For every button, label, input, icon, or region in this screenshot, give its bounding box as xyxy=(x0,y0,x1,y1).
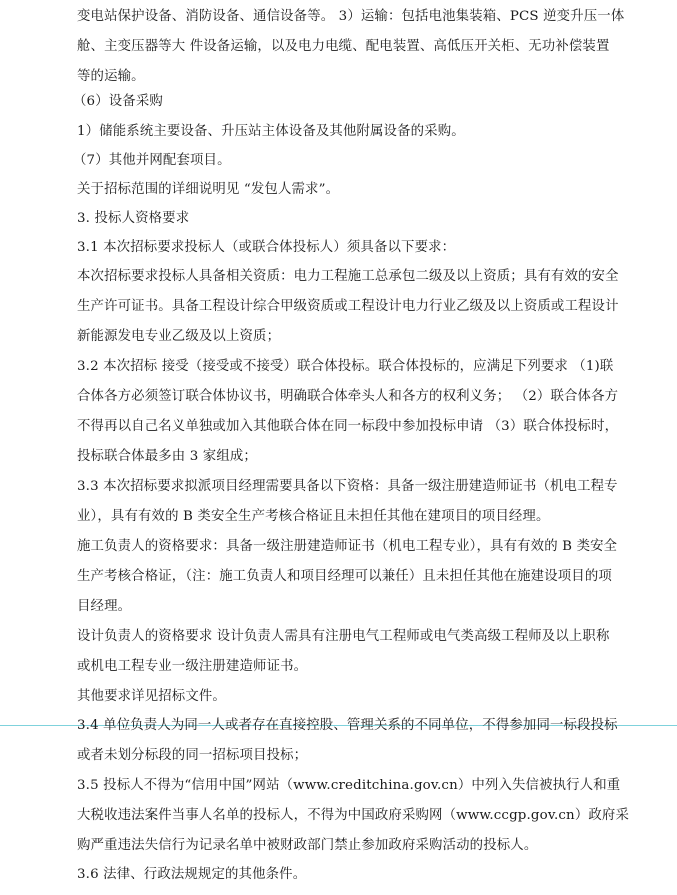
text-line: 生产许可证书。具备工程设计综合甲级资质或工程设计电力行业乙级及以上资质或工程设计 xyxy=(77,299,619,314)
text-line: 舱、主变压器等大 件设备运输，以及电力电缆、配电装置、高低压开关柜、无功补偿装置 xyxy=(77,39,610,54)
text-line: 施工负责人的资格要求：具备一级注册建造师证书（机电工程专业），具有有效的 B 类安全 xyxy=(77,539,618,554)
text-line: 等的运输。 xyxy=(77,69,145,84)
text-line: 业），具有有效的 B 类安全生产考核合格证且未担任其他在建项目的项目经理。 xyxy=(77,509,550,524)
paragraph-3-4 xyxy=(0,711,677,771)
paragraph-other-requirements xyxy=(0,682,677,712)
heading-equipment-procurement xyxy=(0,87,677,117)
paragraph-3-5 xyxy=(0,771,677,861)
text-line: 3.6 法律、行政法规规定的其他条件。 xyxy=(77,867,307,882)
text-line: 本次招标要求投标人具备相关资质：电力工程施工总承包二级及以上资质；具有有效的安全 xyxy=(77,269,619,284)
text-line: 目经理。 xyxy=(77,599,132,614)
paragraph-design-lead xyxy=(0,622,677,682)
text-line: 3.2 本次招标 接受（接受或不接受）联合体投标。联合体投标的，应满足下列要求 （1)联 xyxy=(77,359,614,374)
text-line: 变电站保护设备、消防设备、通信设备等。 3）运输：包括电池集装箱、PCS 逆变升压一体 xyxy=(77,9,625,24)
paragraph-3-3 xyxy=(0,472,677,532)
section-heading-bidder-qualification xyxy=(0,204,677,234)
paragraph-scope-note xyxy=(0,175,677,205)
paragraph-3-6 xyxy=(0,860,677,890)
text-line: （6）设备采购 xyxy=(73,94,163,109)
text-line: 新能源发电专业乙级及以上资质； xyxy=(77,329,281,344)
text-line: 投标联合体最多由 3 家组成； xyxy=(77,449,257,464)
text-line: 或者未划分标段的同一招标项目投标； xyxy=(77,748,308,763)
text-line: 不得再以自己名义单独或加入其他联合体在同一标段中参加投标申请 （3）联合体投标时， xyxy=(77,419,619,434)
text-line: 大税收违法案件当事人名单的投标人，不得为中国政府采购网（www.ccgp.gov.cn）政府采 xyxy=(77,808,629,823)
text-line: 3.1 本次招标要求投标人（或联合体投标人）须具备以下要求： xyxy=(77,240,456,255)
text-line: 关于招标范围的详细说明见 “发包人需求”。 xyxy=(77,182,340,197)
text-line: （7）其他并网配套项目。 xyxy=(73,153,231,168)
text-line: 3. 投标人资格要求 xyxy=(77,211,190,226)
paragraph-procurement-item-1 xyxy=(0,117,677,147)
heading-grid-connection xyxy=(0,146,677,176)
text-line: 1）储能系统主要设备、升压站主体设备及其他附属设备的采购。 xyxy=(77,124,465,139)
paragraph-qualification-requirements xyxy=(0,262,677,352)
paragraph-3-1 xyxy=(0,233,677,263)
text-line: 3.4 单位负责人为同一人或者存在直接控股、管理关系的不同单位，不得参加同一标段投标 xyxy=(77,718,618,733)
paragraph-construction-lead xyxy=(0,532,677,622)
paragraph-3-2 xyxy=(0,352,677,472)
text-line: 或机电工程专业一级注册建造师证书。 xyxy=(77,659,308,674)
paragraph-transport-scope xyxy=(0,2,677,92)
text-line: 合体各方必须签订联合体协议书，明确联合体牵头人和各方的权利义务； （2）联合体各方 xyxy=(77,389,619,404)
text-line: 设计负责人的资格要求 设计负责人需具有注册电气工程师或电气类高级工程师及以上职称 xyxy=(77,629,610,644)
text-line: 3.3 本次招标要求拟派项目经理需要具备以下资格：具备一级注册建造师证书（机电工程专 xyxy=(77,479,618,494)
text-line: 3.5 投标人不得为“信用中国”网站（www.creditchina.gov.cn）中列入失信被执行人和重 xyxy=(77,778,621,793)
text-line: 生产考核合格证，（注：施工负责人和项目经理可以兼任）且未担任其他在施建设项目的项 xyxy=(77,569,612,584)
text-line: 购严重违法失信行为记录名单中被财政部门禁止参加政府采购活动的投标人。 xyxy=(77,838,538,853)
text-line: 其他要求详见招标文件。 xyxy=(77,689,226,704)
